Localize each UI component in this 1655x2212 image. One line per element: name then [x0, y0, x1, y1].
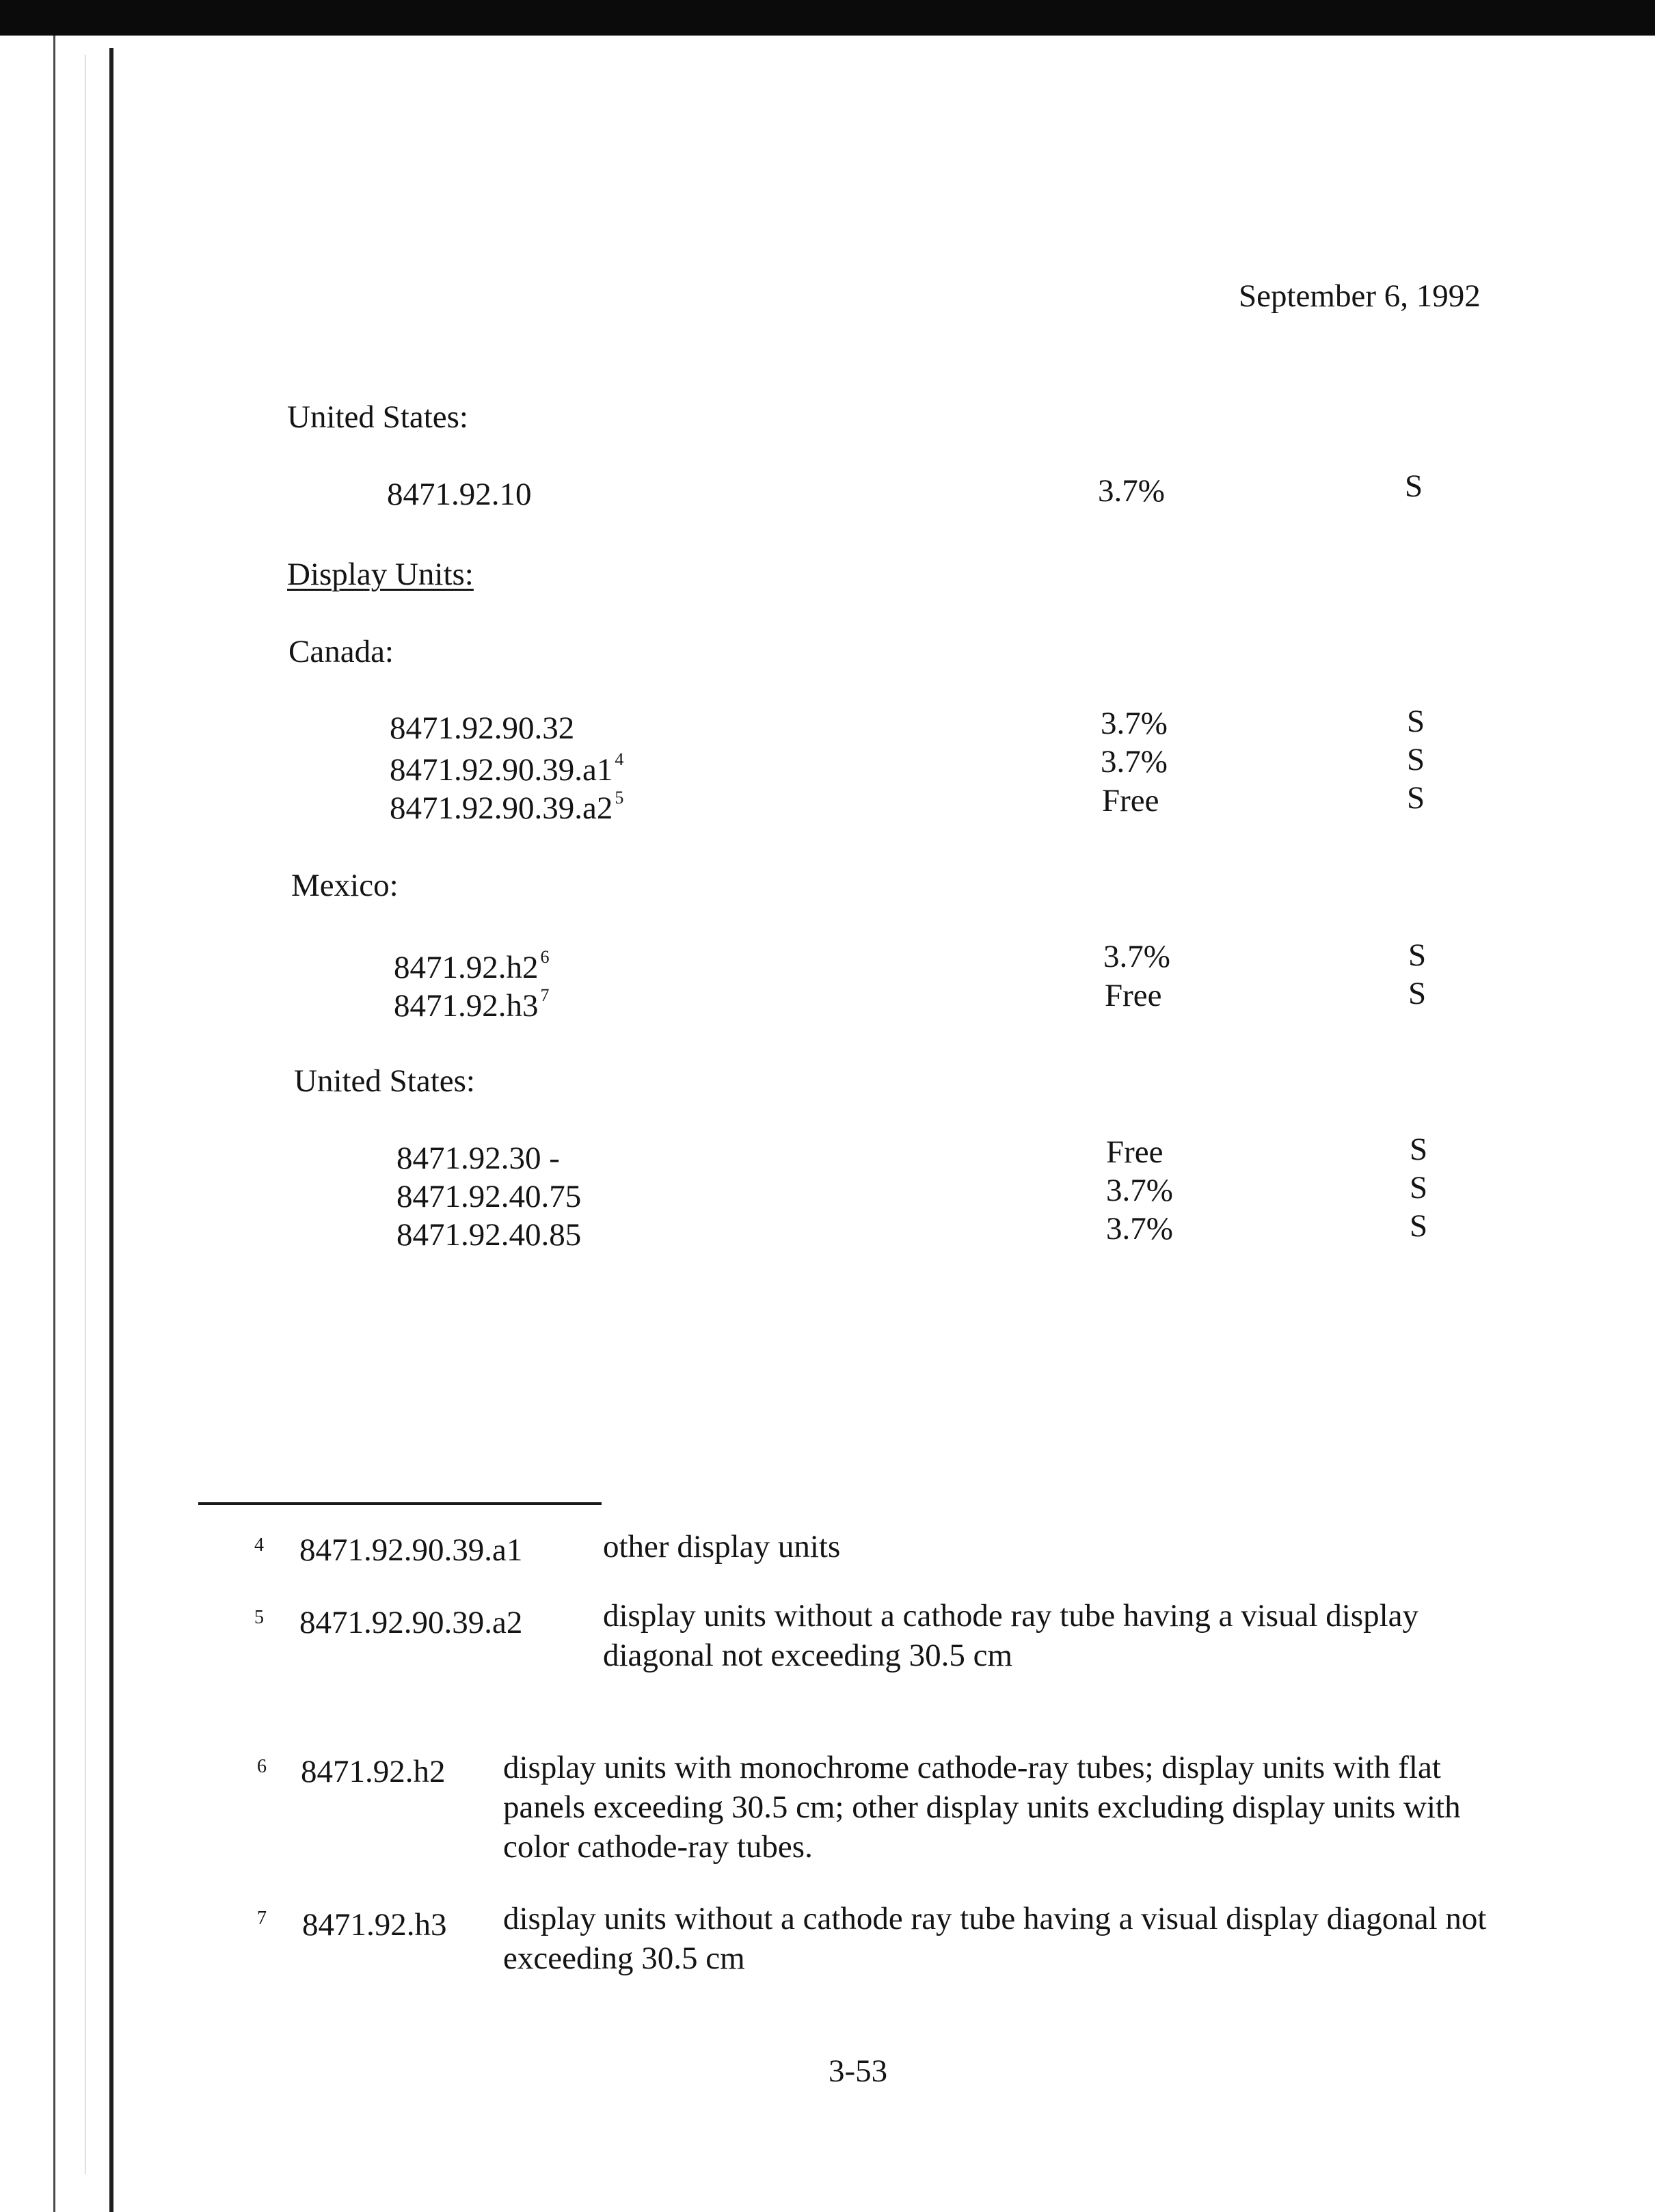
tariff-code: 8471.92.90.39.a2 $^5$ [390, 788, 624, 826]
section-title-us-2: United States: [294, 1063, 475, 1099]
tariff-rate: 3.7% [1101, 744, 1168, 779]
footnote-text: display units without a cathode ray tube having a visual display diagonal not exceeding 30.5 cm [503, 1901, 1487, 1976]
footnote-code: 8471.92.90.39.a2 [299, 1605, 523, 1640]
tariff-rate: 3.7% [1098, 473, 1165, 509]
footnote-ref: 4 [615, 749, 624, 769]
footnote-text: other display units [603, 1529, 841, 1564]
staging-category: S [1407, 742, 1425, 777]
page-number: 3-53 [829, 2053, 888, 2089]
staging-category: S [1407, 704, 1425, 739]
footnote-number: 7 [257, 1908, 267, 1929]
tariff-code: 8471.92.90.32 [390, 710, 575, 746]
staging-category: S [1405, 468, 1423, 504]
tariff-code: 8471.92.30 - [396, 1141, 560, 1176]
tariff-code: 8471.92.40.75 [396, 1179, 582, 1214]
scan-top-edge [0, 0, 1655, 36]
tariff-rate: 3.7% [1106, 1173, 1173, 1208]
footnote-text: display units with monochrome cathode-ray tubes; display units with flat panels exceeding 30.5 cm; other display units excluding display units with color cathode-ray tubes. [503, 1750, 1461, 1865]
footnote-ref: 7 [540, 985, 550, 1005]
tariff-code: 8471.92.h3 $^7$ [394, 985, 550, 1024]
tariff-code: 8471.92.10 [387, 477, 532, 512]
section-title-us-1: United States: [287, 399, 468, 435]
footnote-code: 8471.92.h2 [301, 1754, 446, 1789]
binding-line [53, 36, 55, 2212]
display-units-heading: Display Units: [287, 557, 474, 592]
staging-category: S [1410, 1132, 1428, 1167]
footnote-rule [198, 1502, 602, 1505]
footnote-ref: 6 [540, 947, 550, 967]
document-date: September 6, 1992 [1239, 278, 1481, 314]
section-title-mexico: Mexico: [291, 868, 399, 903]
tariff-code: 8471.92.h2 $^6$ [394, 947, 550, 985]
footnote-number: 6 [257, 1756, 267, 1777]
footnote-ref: 5 [615, 788, 624, 808]
tariff-rate: 3.7% [1101, 706, 1168, 741]
tariff-code: 8471.92.40.85 [396, 1217, 582, 1253]
footnote-number: 5 [254, 1607, 264, 1628]
staging-category: S [1408, 976, 1427, 1011]
binding-edge [109, 48, 113, 2212]
tariff-rate: Free [1105, 978, 1162, 1013]
staging-category: S [1410, 1208, 1428, 1244]
footnote-text: display units without a cathode ray tube having a visual display diagonal not exceeding 30.5 cm [603, 1598, 1419, 1673]
section-title-canada: Canada: [288, 634, 394, 669]
tariff-rate: Free [1102, 783, 1159, 818]
tariff-rate: 3.7% [1103, 939, 1170, 974]
tariff-code: 8471.92.90.39.a1 $^4$ [390, 749, 624, 788]
footnote-code: 8471.92.h3 [302, 1907, 447, 1943]
footnote-number: 4 [254, 1534, 264, 1556]
tariff-rate: 3.7% [1106, 1211, 1173, 1247]
tariff-rate: Free [1106, 1134, 1163, 1170]
staging-category: S [1408, 937, 1427, 973]
staging-category: S [1410, 1170, 1428, 1205]
staging-category: S [1407, 780, 1425, 816]
footnote-code: 8471.92.90.39.a1 [299, 1532, 523, 1568]
